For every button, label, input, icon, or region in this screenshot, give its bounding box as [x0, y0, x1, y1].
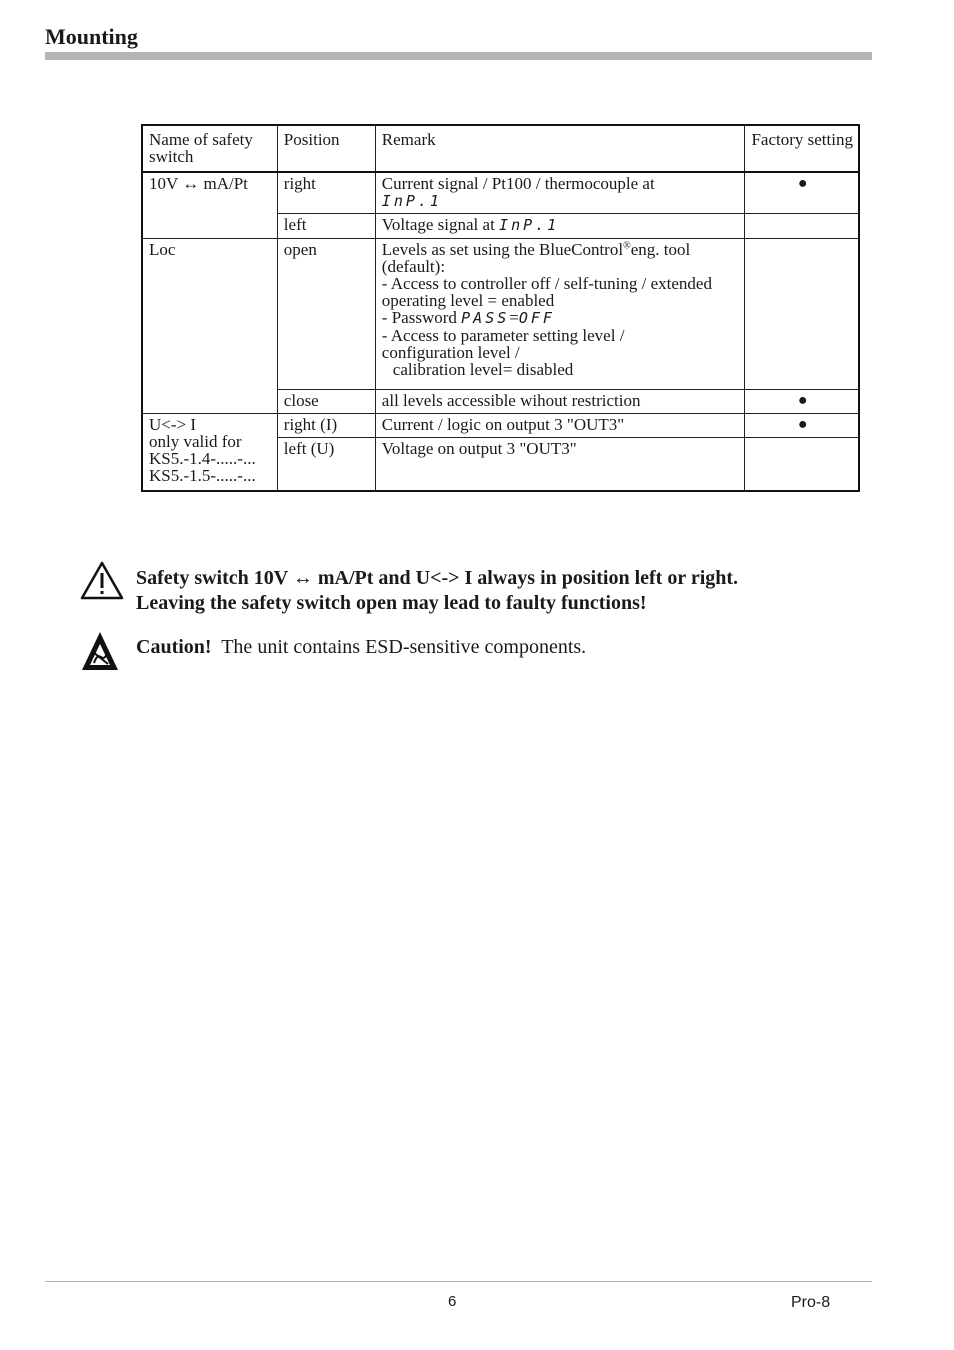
- remark-cell: all levels accessible wihout restriction: [375, 389, 745, 413]
- remark-line: configuration level /: [381, 342, 520, 362]
- name-line: KS5.-1.4-.....-...: [149, 448, 256, 468]
- remark-cell: Voltage on output 3 "OUT3": [375, 437, 745, 491]
- switch-name-cell: 10V ↔ mA/Pt: [142, 172, 277, 238]
- remark-line: calibration level= disabled: [392, 359, 574, 379]
- remark-line: - Password: [381, 307, 457, 327]
- header-factory: Factory setting: [745, 125, 859, 172]
- position-cell: open: [277, 238, 375, 389]
- remark-cell: [375, 213, 745, 238]
- factory-setting-dot: ●: [745, 413, 859, 437]
- remark-line: operating level = enabled: [381, 290, 555, 310]
- position-cell: right: [277, 172, 375, 213]
- display-code: OFF: [518, 308, 555, 327]
- header-name: Name of safety switch: [142, 125, 277, 172]
- warning-line: Leaving the safety switch open may lead to faulty functions!: [136, 592, 647, 614]
- warning-triangle-icon: [80, 561, 124, 601]
- table-row: [142, 172, 859, 213]
- caution-text: [136, 635, 586, 660]
- factory-setting-cell: [745, 437, 859, 491]
- remark-line: - Access to parameter setting level /: [381, 325, 625, 345]
- esd-sensitive-icon: [80, 630, 120, 672]
- factory-setting-dot: ●: [745, 389, 859, 413]
- document-code: Pro-8: [791, 1294, 831, 1311]
- table-row: [142, 413, 859, 437]
- remark-cell: [375, 172, 745, 213]
- warning-text: [136, 566, 738, 616]
- display-code: InP.1: [499, 215, 560, 234]
- table-header-row: [142, 125, 859, 172]
- safety-switch-table: [141, 124, 860, 492]
- header-position: Position: [277, 125, 375, 172]
- table-row: [142, 238, 859, 389]
- remark-text: Current signal / Pt100 / thermocouple at: [381, 174, 655, 193]
- warning-line: Safety switch 10V ↔ mA/Pt and U<-> I always in position left or right.: [136, 567, 739, 589]
- name-line: U<-> I: [149, 414, 197, 434]
- factory-setting-cell: [745, 238, 859, 389]
- title-rule: [45, 52, 872, 60]
- remark-text: Voltage signal at: [381, 214, 495, 234]
- footer-rule: [45, 1281, 872, 1282]
- page-number: 6: [448, 1293, 457, 1310]
- equals-sign: =: [509, 307, 519, 327]
- display-code: PASS: [461, 308, 510, 327]
- switch-name-cell: Loc: [142, 238, 277, 413]
- position-cell: left (U): [277, 437, 375, 491]
- position-cell: right (I): [277, 413, 375, 437]
- position-cell: close: [277, 389, 375, 413]
- page-title: Mounting: [45, 24, 138, 49]
- header-remark: Remark: [375, 125, 745, 172]
- position-cell: left: [277, 213, 375, 238]
- remark-line: eng. tool: [630, 239, 691, 259]
- switch-name-cell: [142, 413, 277, 491]
- caution-label: Caution!: [136, 636, 212, 658]
- name-line: KS5.-1.5-.....-...: [149, 465, 256, 485]
- remark-cell: [375, 238, 745, 389]
- name-line: only valid for: [149, 431, 242, 451]
- registered-mark: ®: [623, 239, 631, 251]
- display-code: InP.1: [381, 192, 442, 210]
- remark-line: - Access to controller off / self-tuning / extended: [381, 273, 712, 293]
- caution-message: The unit contains ESD-sensitive components.: [221, 636, 587, 658]
- remark-line: (default):: [381, 256, 446, 276]
- factory-setting-dot: ●: [745, 172, 859, 213]
- remark-line: Levels as set using the BlueControl: [381, 239, 624, 259]
- factory-setting-cell: [745, 213, 859, 238]
- remark-cell: Current / logic on output 3 "OUT3": [375, 413, 745, 437]
